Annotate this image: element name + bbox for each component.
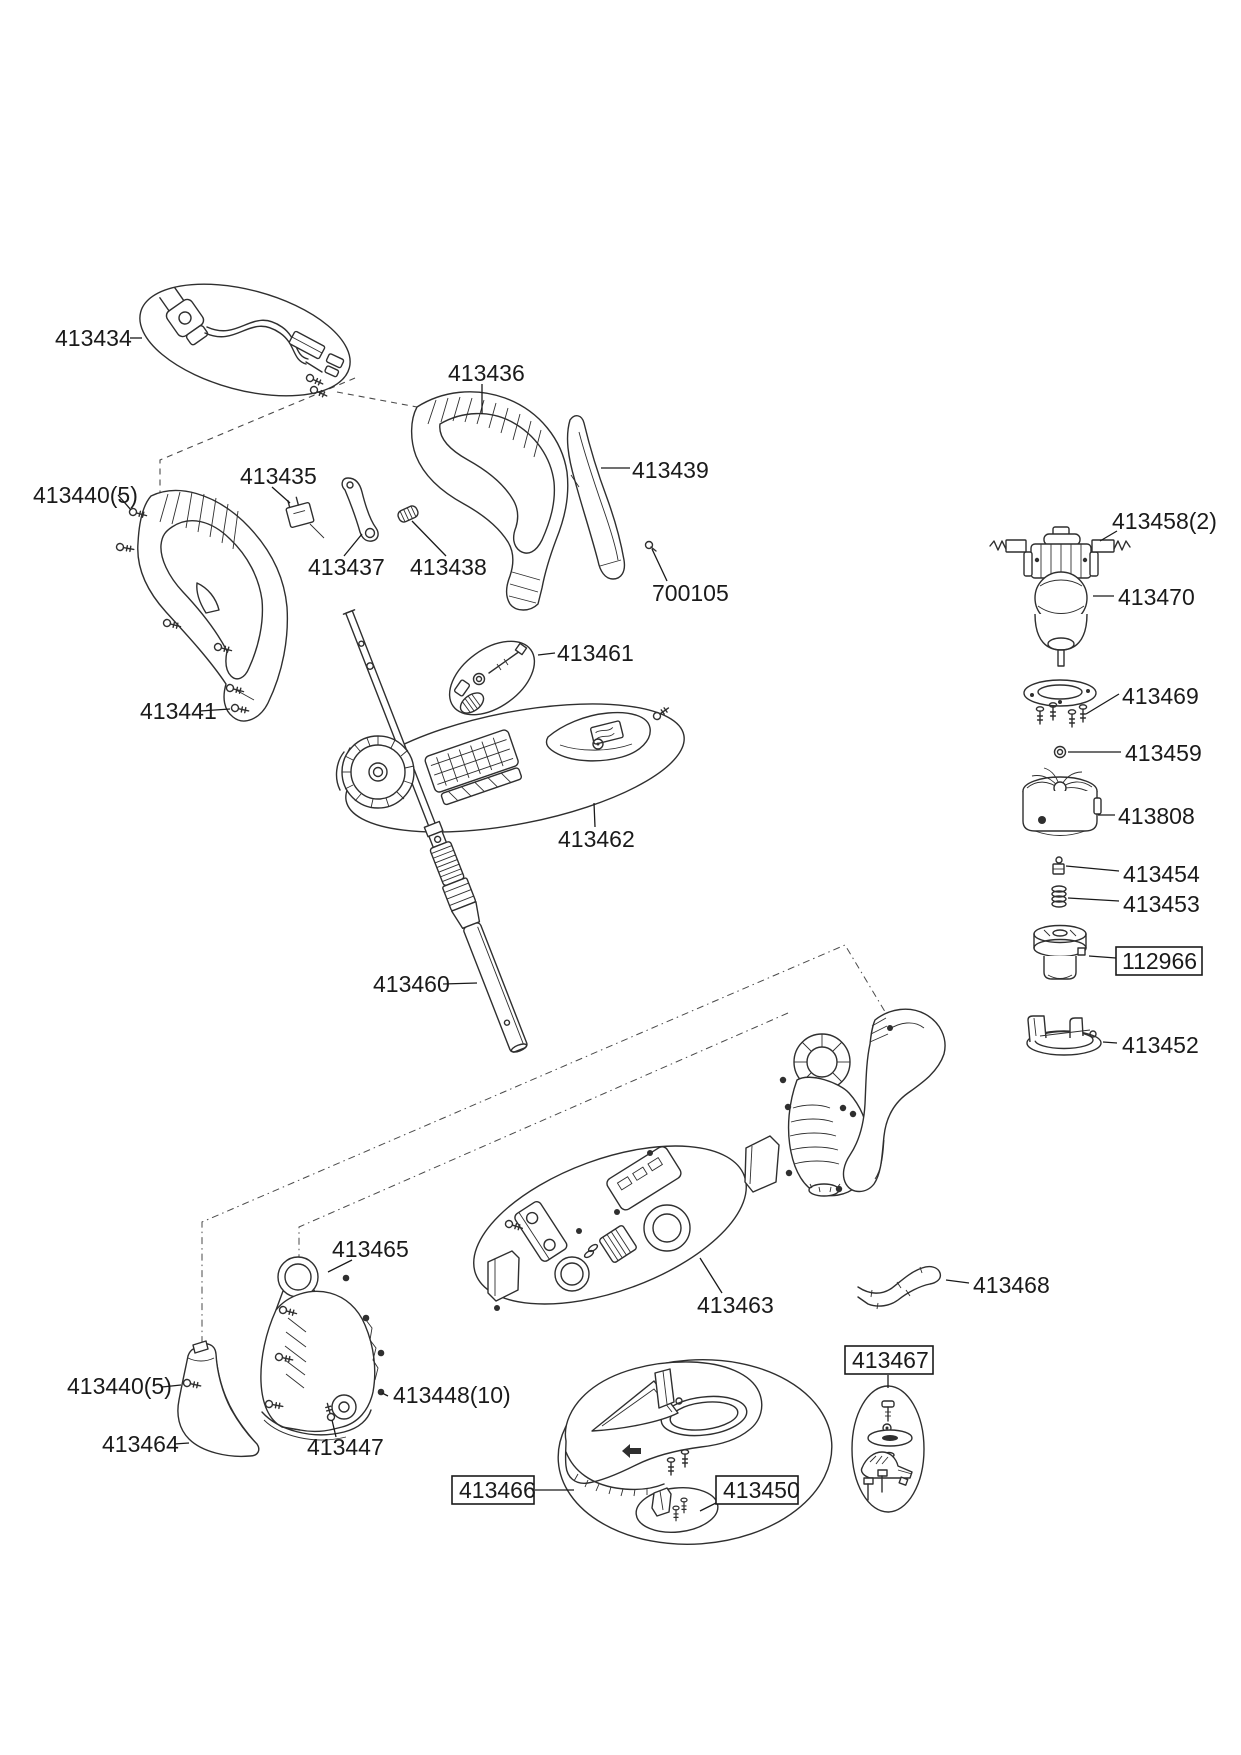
part-spring-413453 [1052, 886, 1066, 907]
part-label-413460: 413460 [373, 971, 450, 997]
part-lever-413437 [342, 478, 378, 541]
part-bolt-kit-413461 [454, 643, 527, 717]
leader-413468 [946, 1280, 969, 1283]
part-spring-413438 [396, 504, 419, 523]
part-head-shell [843, 1009, 945, 1191]
part-label-413435: 413435 [240, 463, 317, 489]
part-label-413470: 413470 [1118, 584, 1195, 610]
dashed-link-cord-to-top-handle [337, 392, 417, 407]
part-label-413462: 413462 [558, 826, 635, 852]
screw-icon [1068, 710, 1075, 727]
screw-icon [673, 1506, 679, 1521]
screw-icon [1079, 705, 1086, 722]
leader-413454 [1066, 866, 1119, 871]
boxed-label-112966 [1116, 947, 1202, 975]
screw-icon [681, 1498, 687, 1513]
part-label-413469: 413469 [1122, 683, 1199, 709]
part-label-413438: 413438 [410, 554, 487, 580]
leader-413462 [594, 803, 595, 827]
leader-700105 [652, 549, 667, 581]
leader-112966 [1089, 956, 1116, 958]
part-label-413437: 413437 [308, 554, 385, 580]
part-label-413466: 413466 [459, 1477, 536, 1503]
part-spool-cover-413452 [1027, 1016, 1101, 1055]
part-label-413441: 413441 [140, 698, 217, 724]
part-label-413452: 413452 [1122, 1032, 1199, 1058]
part-wheel-kit-413467 [861, 1401, 912, 1500]
part-label-700105: 700105 [652, 580, 729, 606]
group-ellipse-413461 [436, 626, 548, 729]
part-label-413468: 413468 [973, 1272, 1050, 1298]
part-label-413464: 413464 [102, 1431, 179, 1457]
boxed-label-413466 [452, 1476, 536, 1504]
part-cover-strip-413439 [568, 416, 625, 579]
boxed-label-413467 [845, 1346, 933, 1374]
part-label-413448: 413448(10) [393, 1382, 511, 1408]
part-label-413461: 413461 [557, 640, 634, 666]
part-fan-413808 [1023, 768, 1101, 836]
part-label-413436: 413436 [448, 360, 525, 386]
part-front-handle [116, 491, 287, 721]
part-label-413808: 413808 [1118, 803, 1195, 829]
leader-413438 [412, 521, 446, 556]
part-ring-plate-413469 [1024, 680, 1096, 727]
part-label-413450: 413450 [723, 1477, 800, 1503]
leader-413452 [1103, 1042, 1117, 1043]
boxed-label-413450 [716, 1476, 800, 1504]
part-fastener-413454 [1053, 857, 1064, 874]
part-washer-413459 [1055, 747, 1066, 758]
part-joint-group-413462 [337, 705, 671, 808]
part-label-112966: 112966 [1122, 948, 1198, 974]
part-head-housing-413465 [261, 1257, 384, 1440]
leader-413450 [700, 1503, 716, 1511]
part-label-413434: 413434 [55, 325, 132, 351]
part-label-413463: 413463 [697, 1292, 774, 1318]
part-wire-bail-413468 [858, 1267, 940, 1309]
leader-413461 [538, 653, 555, 655]
part-spool-112966 [1034, 926, 1086, 980]
part-side-guard-413464 [178, 1341, 259, 1456]
screw-icon [681, 1450, 688, 1467]
part-label-413454: 413454 [1123, 861, 1200, 887]
part-label-413467: 413467 [852, 1347, 929, 1373]
part-screw-700105 [646, 542, 657, 552]
part-label-413465: 413465 [332, 1236, 409, 1262]
part-label-413440-bottom: 413440(5) [67, 1373, 172, 1399]
leader-413435 [272, 487, 290, 503]
leader-413463 [700, 1258, 722, 1293]
part-fastener-kit-413450 [652, 1488, 687, 1521]
part-label-413447: 413447 [307, 1434, 384, 1460]
part-motor-413470 [1024, 527, 1098, 666]
part-label-413453: 413453 [1123, 891, 1200, 917]
screw-icon [116, 543, 134, 553]
part-switch-413435 [284, 495, 324, 538]
part-label-413458: 413458(2) [1112, 508, 1217, 534]
part-label-413439: 413439 [632, 457, 709, 483]
screw-icon [309, 385, 328, 399]
screw-icon [1036, 707, 1043, 724]
part-cord-assembly-413434 [155, 284, 344, 399]
leader-413437 [344, 534, 362, 556]
leader-413453 [1068, 898, 1119, 901]
part-label-413459: 413459 [1125, 740, 1202, 766]
screw-icon [305, 373, 324, 387]
screw-icon [667, 1458, 674, 1475]
screw-icon [652, 705, 670, 721]
part-label-413440-top: 413440(5) [33, 482, 138, 508]
group-ellipse-cord [128, 264, 363, 416]
